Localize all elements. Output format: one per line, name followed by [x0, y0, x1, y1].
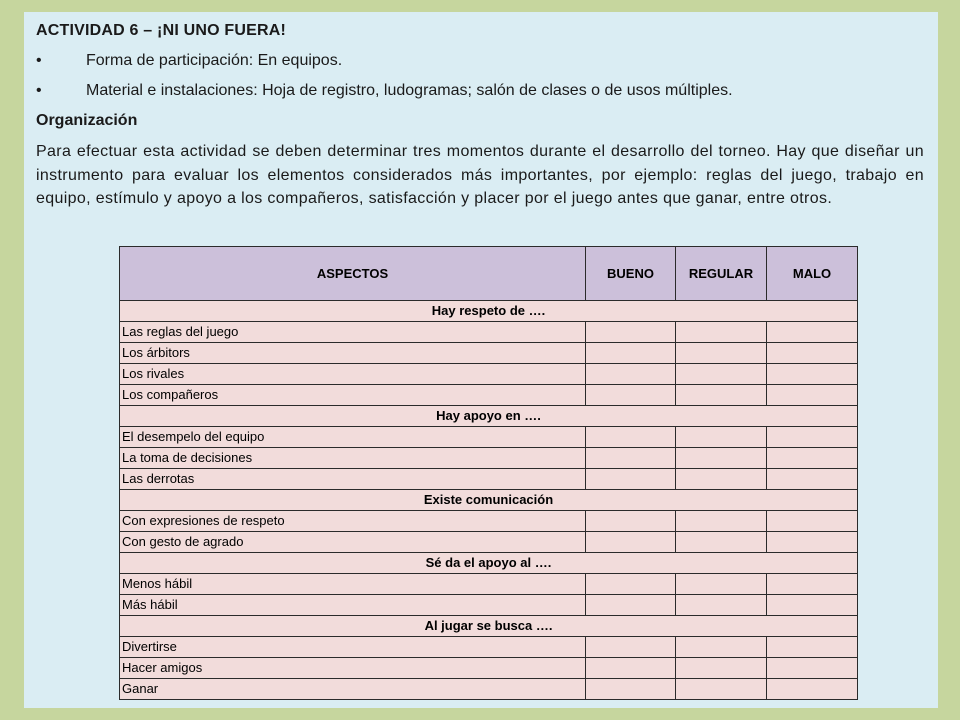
- table-body: [120, 301, 858, 700]
- header-regular: REGULAR: [676, 247, 767, 301]
- header-aspectos: ASPECTOS: [120, 247, 586, 301]
- rating-cell-bueno: [586, 679, 676, 700]
- rating-cell-bueno: [586, 469, 676, 490]
- rating-cell-regular: [676, 322, 767, 343]
- table-row: [120, 427, 858, 448]
- table-row: [120, 364, 858, 385]
- table-row: [120, 385, 858, 406]
- table-row: [120, 637, 858, 658]
- aspect-label: Las reglas del juego: [120, 322, 586, 343]
- rating-cell-regular: [676, 343, 767, 364]
- table-section-row: [120, 301, 858, 322]
- rating-cell-regular: [676, 427, 767, 448]
- rating-cell-bueno: [586, 385, 676, 406]
- rating-cell-regular: [676, 385, 767, 406]
- rating-cell-regular: [676, 448, 767, 469]
- aspect-label: Con gesto de agrado: [120, 532, 586, 553]
- rating-cell-bueno: [586, 595, 676, 616]
- rating-cell-malo: [767, 637, 858, 658]
- aspect-label: Los árbitors: [120, 343, 586, 364]
- table-row: [120, 595, 858, 616]
- header-malo: MALO: [767, 247, 858, 301]
- aspect-label: Divertirse: [120, 637, 586, 658]
- table-section-row: [120, 553, 858, 574]
- aspect-label: Las derrotas: [120, 469, 586, 490]
- rating-cell-malo: [767, 679, 858, 700]
- rating-cell-malo: [767, 511, 858, 532]
- bullet-materials: [36, 80, 924, 102]
- rating-cell-bueno: [586, 532, 676, 553]
- bullet-text: Material e instalaciones: Hoja de registro, ludogramas; salón de clases o de usos múltiples.: [86, 82, 733, 99]
- table-row: [120, 511, 858, 532]
- aspect-label: La toma de decisiones: [120, 448, 586, 469]
- organization-heading: Organización: [36, 112, 138, 129]
- rating-cell-regular: [676, 574, 767, 595]
- rating-cell-bueno: [586, 322, 676, 343]
- section-title: Existe comunicación: [120, 490, 858, 511]
- activity-title: ACTIVIDAD 6 – ¡NI UNO FUERA!: [36, 22, 287, 39]
- table-row: [120, 343, 858, 364]
- table-row: [120, 658, 858, 679]
- table-section-row: [120, 406, 858, 427]
- table-section-row: [120, 616, 858, 637]
- rating-cell-bueno: [586, 658, 676, 679]
- rating-cell-malo: [767, 574, 858, 595]
- aspect-label: Menos hábil: [120, 574, 586, 595]
- rating-cell-malo: [767, 364, 858, 385]
- table-row: [120, 448, 858, 469]
- bullet-participation: [36, 50, 924, 72]
- rating-cell-bueno: [586, 364, 676, 385]
- rating-cell-regular: [676, 595, 767, 616]
- section-title: Sé da el apoyo al ….: [120, 553, 858, 574]
- slide-content-area: [24, 12, 938, 708]
- rating-cell-malo: [767, 322, 858, 343]
- rating-cell-malo: [767, 658, 858, 679]
- rating-cell-regular: [676, 532, 767, 553]
- table-row: [120, 469, 858, 490]
- rating-cell-malo: [767, 343, 858, 364]
- table-row: [120, 679, 858, 700]
- section-title: Hay respeto de ….: [120, 301, 858, 322]
- table-row: [120, 532, 858, 553]
- table-row: [120, 574, 858, 595]
- rating-cell-malo: [767, 532, 858, 553]
- rating-cell-regular: [676, 364, 767, 385]
- aspect-label: Hacer amigos: [120, 658, 586, 679]
- aspect-label: Ganar: [120, 679, 586, 700]
- rating-cell-regular: [676, 658, 767, 679]
- section-title: Hay apoyo en ….: [120, 406, 858, 427]
- section-title: Al jugar se busca ….: [120, 616, 858, 637]
- aspect-label: Los compañeros: [120, 385, 586, 406]
- table-row: [120, 322, 858, 343]
- bullet-mark: •: [36, 82, 42, 99]
- aspect-label: Con expresiones de respeto: [120, 511, 586, 532]
- rating-cell-bueno: [586, 637, 676, 658]
- rating-cell-malo: [767, 595, 858, 616]
- aspect-label: Más hábil: [120, 595, 586, 616]
- rating-cell-regular: [676, 679, 767, 700]
- table-header-row: [120, 247, 858, 301]
- evaluation-table: [119, 246, 858, 700]
- rating-cell-bueno: [586, 511, 676, 532]
- table-section-row: [120, 490, 858, 511]
- text-block: [36, 20, 924, 211]
- rating-cell-bueno: [586, 343, 676, 364]
- rating-cell-bueno: [586, 427, 676, 448]
- rating-cell-malo: [767, 427, 858, 448]
- rating-cell-bueno: [586, 574, 676, 595]
- rating-cell-malo: [767, 469, 858, 490]
- bullet-text: Forma de participación: En equipos.: [86, 52, 343, 69]
- aspect-label: El desempelo del equipo: [120, 427, 586, 448]
- header-bueno: BUENO: [586, 247, 676, 301]
- bullet-mark: •: [36, 52, 42, 69]
- rating-cell-regular: [676, 637, 767, 658]
- rating-cell-regular: [676, 469, 767, 490]
- rating-cell-regular: [676, 511, 767, 532]
- organization-paragraph: Para efectuar esta actividad se deben determinar tres momentos durante el desarrollo del torneo. Hay que diseñar un instrumento para evaluar los elementos considerados más importantes, por ejemplo: reglas del juego, trabajo en equipo, estímulo y apoyo a los compañeros, satisfacción y placer por el juego antes que ganar, entre otros.: [36, 143, 924, 207]
- rating-cell-malo: [767, 385, 858, 406]
- aspect-label: Los rivales: [120, 364, 586, 385]
- rating-cell-bueno: [586, 448, 676, 469]
- rating-cell-malo: [767, 448, 858, 469]
